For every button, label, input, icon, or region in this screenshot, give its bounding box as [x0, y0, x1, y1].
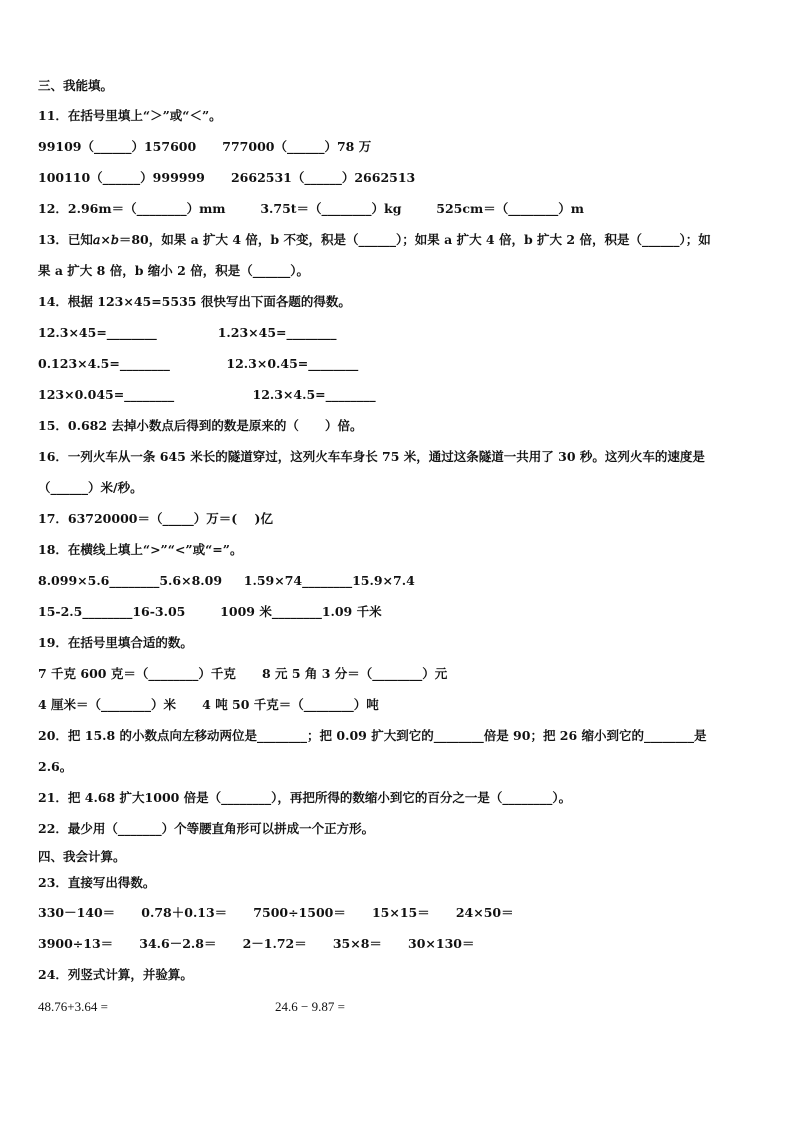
question-16-line-1: 16．一列火车从一条 645 米长的隧道穿过，这列火车车身长 75 米，通过这条隧道一共用了 30 秒。这列火车的速度是	[38, 449, 705, 464]
question-14-prompt: 14．根据 123×45=5535 很快写出下面各题的得数。	[38, 294, 351, 309]
question-16-line-2: （______）米/秒。	[38, 480, 143, 495]
question-23-prompt: 23．直接写出得数。	[38, 875, 156, 890]
question-23-row-1: 330－140＝ 0.78＋0.13＝ 7500÷1500＝ 15×15＝ 24×50＝	[38, 905, 514, 920]
question-15: 15．0.682 去掉小数点后得到的数是原来的（ ）倍。	[38, 418, 363, 433]
question-19-prompt: 19．在括号里填合适的数。	[38, 635, 193, 650]
question-14-row-3: 123×0.045=________ 12.3×4.5=________	[38, 387, 376, 402]
question-13-line-1: 13．已知𝑎×𝑏＝80，如果 a 扩大 4 倍，b 不变，积是（______）；如果 a 扩大 4 倍，b 扩大 2 倍，积是（______）；如	[38, 232, 711, 247]
question-17: 17．63720000＝（_____）万＝( )亿	[38, 511, 273, 526]
question-11-prompt: 11．在括号里填上“＞”或“＜”。	[38, 108, 222, 123]
question-18-row-1: 8.099×5.6________5.6×8.09 1.59×74________15.9×7.4	[38, 573, 415, 588]
question-18-prompt: 18．在横线上填上“>”“<”或“=”。	[38, 542, 243, 557]
question-19-row-2: 4 厘米＝（________）米 4 吨 50 千克＝（________）吨	[38, 697, 379, 712]
question-20-line-1: 20．把 15.8 的小数点向左移动两位是________；把 0.09 扩大到它的________倍是 90；把 26 缩小到它的________是	[38, 728, 707, 743]
question-11-row-2: 100110（______）999999 2662531（______）2662513	[38, 170, 416, 185]
question-19-row-1: 7 千克 600 克＝（________）千克 8 元 5 角 3 分＝（________）元	[38, 666, 448, 681]
question-24-item-2: 24.6 − 9.87 =	[275, 999, 345, 1014]
question-21: 21．把 4.68 扩大1000 倍是（________），再把所得的数缩小到它的百分之一是（________）。	[38, 790, 572, 805]
question-23-row-2: 3900÷13＝ 34.6－2.8＝ 2－1.72＝ 35×8＝ 30×130＝	[38, 936, 475, 951]
question-20-line-2: 2.6。	[38, 759, 73, 774]
section-four-heading: 四、我会计算。	[38, 849, 126, 864]
question-14-row-1: 12.3×45=________ 1.23×45=________	[38, 325, 337, 340]
question-24-prompt: 24．列竖式计算，并验算。	[38, 967, 193, 982]
question-18-row-2: 15-2.5________16-3.05 1009 米________1.09 千米	[38, 604, 382, 619]
question-12: 12．2.96m＝（________）mm 3.75t＝（________）kg 525cm＝（________）m	[38, 201, 584, 216]
question-14-row-2: 0.123×4.5=________ 12.3×0.45=________	[38, 356, 359, 371]
question-24-item-1: 48.76+3.64 =	[38, 999, 108, 1014]
question-13-line-2: 果 a 扩大 8 倍，b 缩小 2 倍，积是（______）。	[38, 263, 309, 278]
question-11-row-1: 99109（______）157600 777000（______）78 万	[38, 139, 372, 154]
section-three-heading: 三、我能填。	[38, 78, 114, 93]
question-22: 22．最少用（_______）个等腰直角形可以拼成一个正方形。	[38, 821, 375, 836]
